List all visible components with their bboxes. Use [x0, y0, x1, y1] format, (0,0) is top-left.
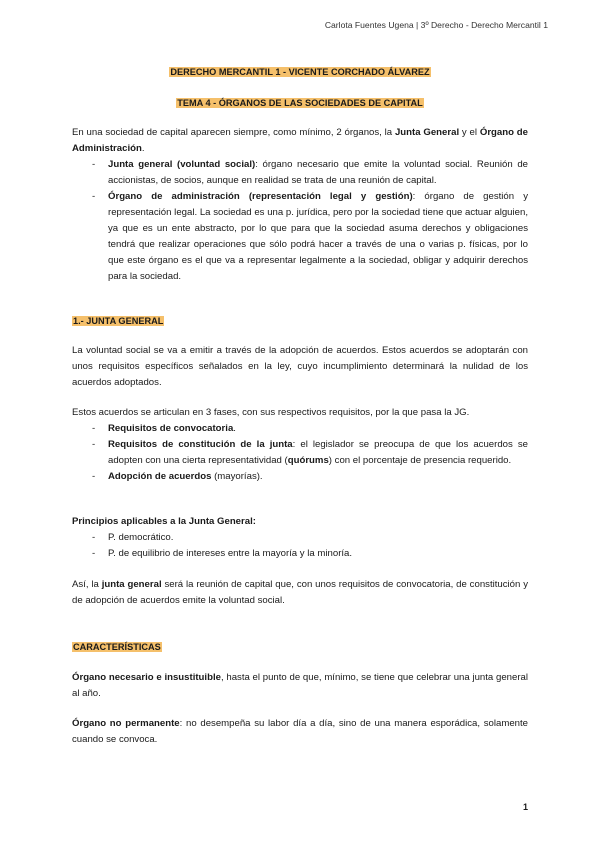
- characteristic-2: [72, 716, 528, 748]
- item-desc: : órgano necesario que emite la voluntad social. Reunión de accionistas, de socios, aunque en realidad se trata de una reunión de capital.: [108, 159, 528, 186]
- text: : no desempeña su labor día a día, sino de una manera esporádica, solamente cuando se convoca.: [72, 718, 529, 745]
- organs-list: [72, 157, 528, 285]
- bold-text: junta general: [101, 579, 162, 590]
- paragraph: [72, 670, 528, 702]
- list-item: [72, 189, 528, 285]
- list-item: - P. de equilibrio de intereses entre la mayoría y la minoría.: [72, 546, 528, 562]
- conclusion-paragraph: [72, 577, 528, 609]
- intro-text: y el: [459, 127, 480, 138]
- principles-list: [72, 530, 528, 562]
- list-item: [72, 469, 528, 485]
- item-desc: : órgano de gestión y representación legal. La sociedad es una p. jurídica, pero por la sociedad tiene que actuar alguien, ya que es un ente abstracto, por lo que para que la sociedad asuma derechos y obligaciones tendrá que realizar operaciones que sólo podrá hacer a través de una o varias p. físicas, por lo que este órgano es el que va a representar legalmente a la sociedad, obligar y adquirir derechos para la sociedad.: [108, 191, 528, 282]
- phases-section: [72, 405, 528, 485]
- text: será la reunión de capital que, con unos requisitos de convocatoria, de constitución y de adopción de acuerdos emite la voluntad social.: [72, 579, 528, 606]
- item-desc: : el legislador se preocupa de que los acuerdos se adopten con una cierta representatividad (: [108, 439, 528, 466]
- item-desc: .: [233, 423, 236, 434]
- section-junta-general-heading: [72, 313, 528, 330]
- principles-heading: [72, 514, 528, 530]
- principles-section: [72, 514, 528, 562]
- document-subtitle-text: TEMA 4 - ÓRGANOS DE LAS SOCIEDADES DE CAPITAL: [177, 98, 423, 108]
- intro-paragraph: [72, 125, 528, 157]
- conclusion-section: [72, 577, 528, 609]
- paragraph: La voluntad social se va a emitir a través de la adopción de acuerdos. Estos acuerdos se adoptarán con unos requisitos específicos señalados en la ley, cuyo incumplimiento determinará la nulidad de los acuerdos adoptados.: [72, 345, 528, 388]
- document-title: [0, 64, 600, 80]
- intro-bold-junta: Junta General: [394, 127, 460, 138]
- item-desc: ) con el porcentaje de presencia requerido.: [328, 455, 512, 466]
- running-header: Carlota Fuentes Ugena | 3º Derecho - Derecho Mercantil 1: [324, 20, 548, 30]
- list-item: [72, 437, 528, 469]
- document-subtitle: [0, 95, 600, 111]
- intro-text: .: [141, 143, 145, 154]
- list-item: - P. democrático.: [72, 530, 528, 546]
- bold-text: Órgano necesario e insustituible: [72, 672, 221, 683]
- item-term: Órgano de administración (representación legal y gestión): [108, 191, 413, 202]
- characteristic-1: [72, 670, 528, 702]
- item-term: Adopción de acuerdos: [108, 471, 212, 482]
- bold-text: Órgano no permanente: [72, 718, 180, 729]
- document-title-text: DERECHO MERCANTIL 1 - VICENTE CORCHADO ÁLVAREZ: [170, 67, 430, 77]
- item-term: Requisitos de convocatoria: [108, 423, 234, 434]
- section-heading: 1.- JUNTA GENERAL: [73, 316, 164, 326]
- item-bold: quórums: [287, 455, 329, 466]
- section-junta-general: [72, 343, 528, 391]
- text: , hasta el punto de que, mínimo, se tiene que celebrar una junta general al año.: [72, 672, 528, 699]
- list-item: [72, 421, 528, 437]
- item-term: Requisitos de constitución de la junta: [108, 439, 293, 450]
- paragraph: [72, 716, 528, 748]
- intro-text: En una sociedad de capital aparecen siempre, como mínimo, 2 órganos, la: [72, 127, 395, 138]
- intro-section: [72, 125, 528, 285]
- item-desc: (mayorías).: [211, 471, 263, 482]
- principles-heading-text: Principios aplicables a la Junta General:: [72, 516, 256, 527]
- phases-list: [72, 421, 528, 485]
- intro-bold-organo: Órgano de Administración: [72, 127, 528, 154]
- section-heading: CARACTERÍSTICAS: [73, 642, 161, 652]
- paragraph: Estos acuerdos se articulan en 3 fases, con sus respectivos requisitos, por la que pasa la JG.: [72, 407, 470, 418]
- section-caracteristicas-heading: [72, 639, 528, 656]
- text: Así, la: [72, 579, 102, 590]
- list-item: [72, 157, 528, 189]
- item-term: Junta general (voluntad social): [108, 159, 256, 170]
- page-number: 1: [522, 802, 528, 812]
